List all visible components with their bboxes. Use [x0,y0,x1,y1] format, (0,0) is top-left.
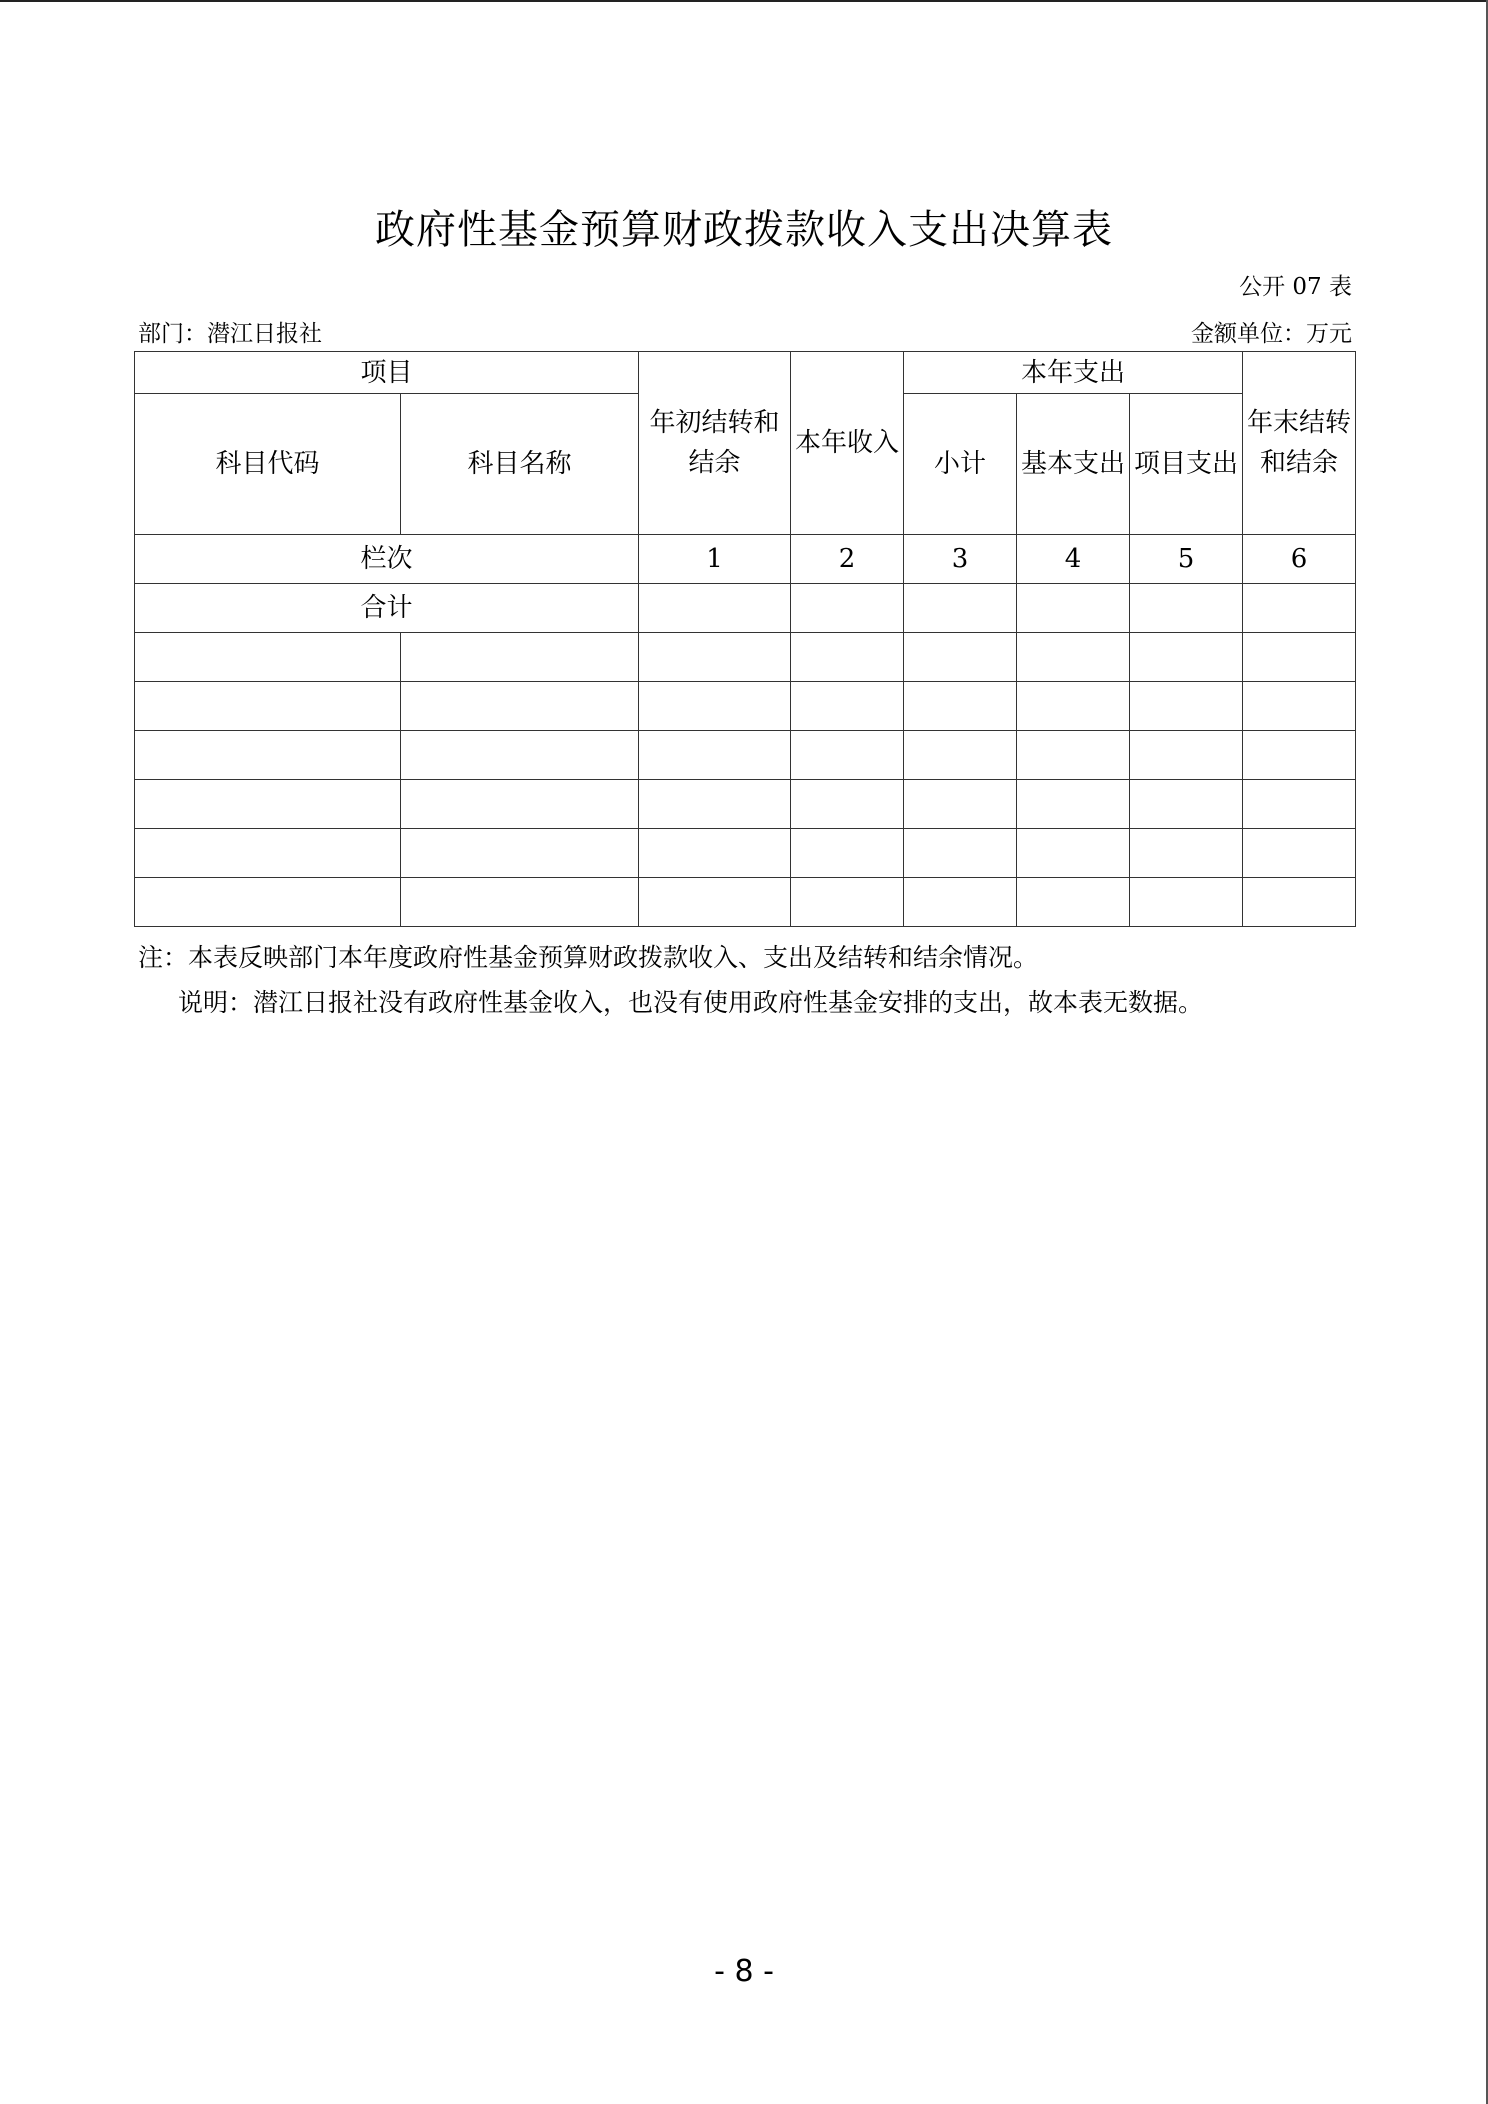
table-cell [639,780,791,829]
table-cell [639,731,791,780]
table-cell [639,584,791,633]
table-cell [1017,584,1130,633]
table-cell [1130,682,1243,731]
table-cell [1017,878,1130,927]
table-code: 公开 07 表 [1239,274,1352,300]
column-number: 5 [1130,535,1243,584]
table-cell [639,878,791,927]
header-basic-expenditure: 基本支出 [1017,394,1130,535]
table-cell [791,682,904,731]
table-cell [791,633,904,682]
header-row-1 [135,352,1356,394]
column-number: 1 [639,535,791,584]
header-current-income: 本年收入 [791,352,904,535]
table-cell [401,682,639,731]
table-cell [1243,878,1356,927]
table-cell [401,731,639,780]
table-cell [135,829,401,878]
table-cell [1017,682,1130,731]
header-subtotal: 小计 [904,394,1017,535]
table-cell [904,682,1017,731]
table-row [135,731,1356,780]
page-number: - 8 - [714,1954,774,1989]
table-cell [791,829,904,878]
column-number: 4 [1017,535,1130,584]
table-cell [1243,829,1356,878]
table-cell [135,633,401,682]
table-cell [639,633,791,682]
table-cell [1017,829,1130,878]
table-row [135,829,1356,878]
column-number: 3 [904,535,1017,584]
table-cell [1243,731,1356,780]
table-cell [1243,780,1356,829]
table-cell [904,829,1017,878]
header-subject-code: 科目代码 [135,394,401,535]
table-cell [904,731,1017,780]
table-note: 注：本表反映部门本年度政府性基金预算财政拨款收入、支出及结转和结余情况。 [138,943,1039,972]
header-item: 项目 [135,352,639,394]
table-cell [1130,780,1243,829]
table-cell [401,633,639,682]
table-row [135,878,1356,927]
header-current-expenditure: 本年支出 [904,352,1243,394]
table-cell [791,878,904,927]
table-cell [135,878,401,927]
table-cell [904,584,1017,633]
total-row [135,584,1356,633]
table-cell [1243,584,1356,633]
table-cell [1017,731,1130,780]
table-cell [1130,731,1243,780]
table-cell [135,682,401,731]
table-cell [401,878,639,927]
table-cell [791,584,904,633]
column-number: 6 [1243,535,1356,584]
header-ending-balance: 年末结转和结余 [1243,352,1356,535]
header-beginning-balance: 年初结转和结余 [639,352,791,535]
table-cell [904,878,1017,927]
table-cell [639,682,791,731]
table-cell [1017,780,1130,829]
table-cell [1017,633,1130,682]
budget-table [134,351,1356,927]
table-cell [135,780,401,829]
column-number: 2 [791,535,904,584]
table-row [135,682,1356,731]
table-cell [1130,829,1243,878]
document-title: 政府性基金预算财政拨款收入支出决算表 [375,207,1113,253]
column-index-label: 栏次 [135,535,639,584]
total-label: 合计 [135,584,639,633]
table-cell [401,780,639,829]
table-cell [401,829,639,878]
header-project-expenditure: 项目支出 [1130,394,1243,535]
table-cell [904,633,1017,682]
header-subject-name: 科目名称 [401,394,639,535]
table-cell [1130,584,1243,633]
table-cell [791,780,904,829]
table-row [135,780,1356,829]
table-row [135,633,1356,682]
department-label: 部门：潜江日报社 [138,321,322,347]
column-index-row [135,535,1356,584]
table-cell [904,780,1017,829]
table-cell [1243,682,1356,731]
table-cell [639,829,791,878]
amount-unit-label: 金额单位：万元 [1191,321,1352,347]
top-border-line [0,0,1488,2]
table-cell [1130,878,1243,927]
table-cell [791,731,904,780]
table-cell [1130,633,1243,682]
table-cell [135,731,401,780]
table-cell [1243,633,1356,682]
table-explanation: 说明：潜江日报社没有政府性基金收入，也没有使用政府性基金安排的支出，故本表无数据。 [178,988,1204,1017]
